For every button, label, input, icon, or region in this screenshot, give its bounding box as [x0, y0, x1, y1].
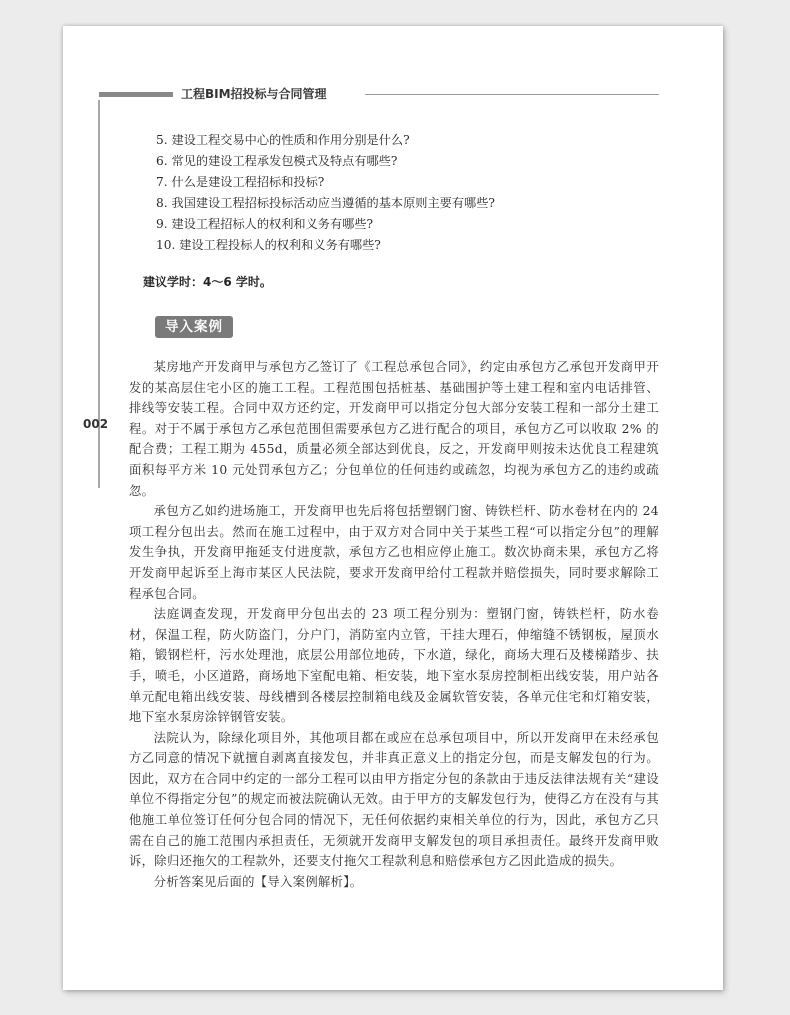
case-paragraph: 法庭调查发现，开发商甲分包出去的 23 项工程分别为：塑钢门窗，铸铁栏杆，防水卷材，保温工程，防火防盗门，分户门，消防室内立管，干挂大理石，伸缩缝不锈钢板，屋顶水箱，锻钢栏杆，污水处理池，底层公用部位地砖，下水道，绿化，商场大理石及楼梯踏步、扶手，喷毛，小区道路，商场地下室配电箱、柜安装，地下室水泵房控制柜出线安装，用户站各单元配电箱出线安装、母线槽到各楼层控制箱电线及金属软管安装，各单元住宅和灯箱安装，地下室水泵房涂锌钢管安装。 — [129, 607, 659, 725]
header-title: 工程BIM招投标与合同管理 — [181, 87, 327, 101]
question-item: 7. 什么是建设工程招标和投标? — [156, 175, 325, 189]
header-rule — [365, 94, 659, 95]
case-paragraph: 法院认为，除绿化项目外，其他项目都在或应在总承包项目中，所以开发商甲在未经承包方乙同意的情况下就擅自剥离直接发包，并非真正意义上的指定分包，而是支解发包的行为。因此，双方在合同中约定的一部分工程可以由甲方指定分包的条款由于违反法律法规有关“建设单位不得指定分包”的规定而被法院确认无效。由于甲方的支解发包行为，使得乙方在没有与其他施工单位签订任何分包合同的情况下，无任何依据约束相关单位的行为，因此，承包方乙只需在自己的施工范围内承担责任，无须就开发商甲支解发包的项目承担责任。最终开发商甲败诉，除归还拖欠的工程款外，还要支付拖欠工程款利息和赔偿承包方乙因此造成的损失。 — [129, 730, 659, 869]
page-number: 002 — [83, 417, 109, 431]
question-item: 8. 我国建设工程招标投标活动应当遵循的基本原则主要有哪些? — [156, 196, 495, 210]
question-item: 5. 建设工程交易中心的性质和作用分别是什么? — [156, 133, 410, 147]
question-item: 9. 建设工程招标人的权利和义务有哪些? — [156, 217, 374, 231]
case-body — [129, 357, 659, 892]
document-page — [63, 26, 723, 990]
case-section-badge: 导入案例 — [155, 316, 233, 338]
study-hours: 建议学时：4～6 学时。 — [143, 275, 272, 289]
review-questions — [156, 130, 666, 256]
case-paragraph: 某房地产开发商甲与承包方乙签订了《工程总承包合同》，约定由承包方乙承包开发商甲开发的某高层住宅小区的施工工程。工程范围包括桩基、基础围护等土建工程和室内电话排管、排线等安装工程。合同中双方还约定，开发商甲可以指定分包大部分安装工程和一部分土建工程。对于不属于承包方乙承包范围但需要承包方乙进行配合的项目，承包方乙可以收取 2% 的配合费；工程工期为 455d，质量必须全部达到优良，反之，开发商甲则按未达优良工程建筑面积每平方米 10 元处罚承包方乙；分包单位的任何违约或疏忽，均视为承包方乙的违约或疏忽。 — [129, 360, 659, 498]
header-bar — [99, 92, 173, 97]
running-header — [99, 86, 659, 102]
question-item: 6. 常见的建设工程承发包模式及特点有哪些? — [156, 154, 398, 168]
case-paragraph: 承包方乙如约进场施工，开发商甲也先后将包括塑钢门窗、铸铁栏杆、防水卷材在内的 24 项工程分包出去。然而在施工过程中，由于双方对合同中关于某些工程“可以指定分包”的理解发生争执，开发商甲拖延支付进度款，承包方乙也相应停止施工。数次协商未果，承包方乙将开发商甲起诉至上海市某区人民法院，要求开发商甲给付工程款并赔偿损失，同时要求解除工程承包合同。 — [129, 504, 659, 601]
question-item: 10. 建设工程投标人的权利和义务有哪些? — [156, 238, 381, 252]
case-paragraph: 分析答案见后面的【导入案例解析】。 — [153, 874, 363, 889]
